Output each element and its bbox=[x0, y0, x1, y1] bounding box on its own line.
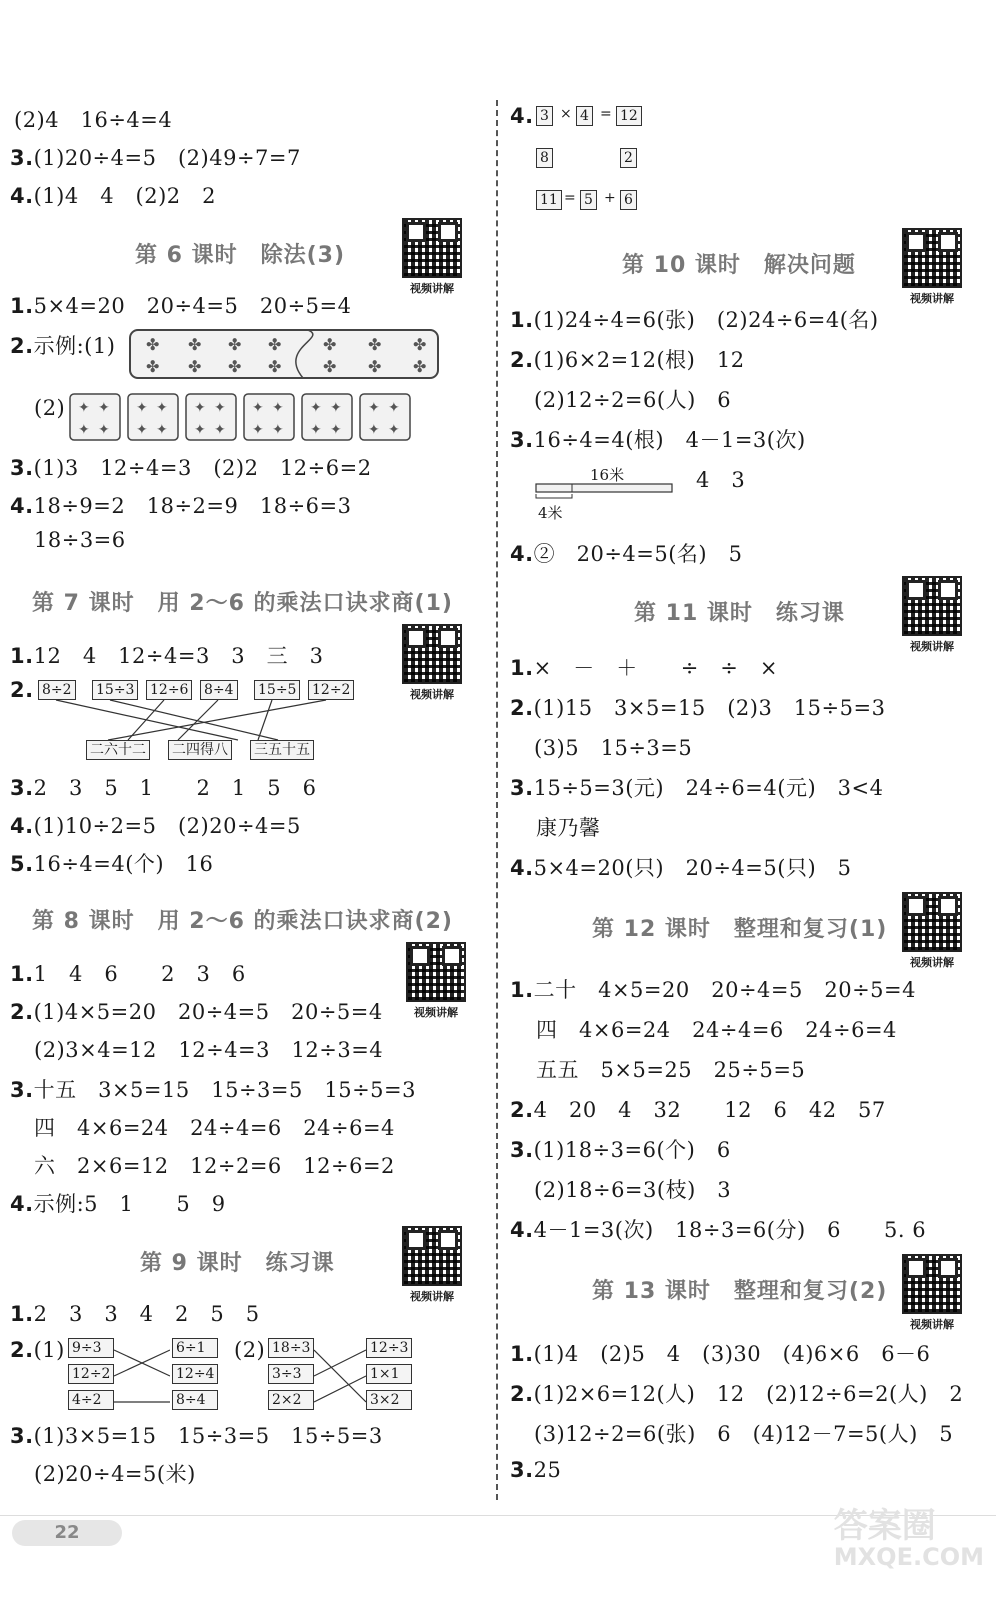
lesson-10-title: 第 10 课时 解决问题 bbox=[622, 253, 856, 278]
lesson-6-title: 第 6 课时 除法(3) bbox=[135, 243, 346, 268]
match-box: 15÷5 bbox=[254, 680, 300, 700]
qr-code[interactable] bbox=[402, 218, 462, 296]
matching-lines bbox=[38, 698, 358, 742]
match-2-lines bbox=[314, 1340, 366, 1412]
answer-line: (2)12÷2=6(人) 6 bbox=[534, 388, 732, 412]
qr-code-icon bbox=[402, 624, 462, 684]
qr-label: 视频讲解 bbox=[414, 1006, 458, 1019]
grid-cell: 6 bbox=[620, 190, 637, 210]
answer-line: 1.12 4 12÷4=3 3 三 3 bbox=[10, 644, 324, 668]
svg-text:✤: ✤ bbox=[146, 335, 160, 354]
answer-line: 4.5×4=20(只) 20÷4=5(只) 5 bbox=[510, 856, 852, 880]
svg-text:✦: ✦ bbox=[136, 400, 148, 416]
answer-line: 3.(1)3×5=15 15÷3=5 15÷5=3 bbox=[10, 1424, 383, 1448]
qr-label: 视频讲解 bbox=[910, 292, 954, 305]
match-box: 2×2 bbox=[268, 1390, 314, 1410]
grid-cell: 3 bbox=[536, 106, 553, 126]
qr-label: 视频讲解 bbox=[910, 640, 954, 653]
match-box: 9÷3 bbox=[68, 1338, 114, 1358]
answer-line: 3.2 3 5 1 2 1 5 6 bbox=[10, 776, 317, 800]
svg-text:✤: ✤ bbox=[323, 357, 337, 376]
match-box: 8÷4 bbox=[172, 1390, 218, 1410]
watermark-text: 答案圈 bbox=[833, 1506, 936, 1546]
segment-answers: 4 3 bbox=[696, 468, 746, 492]
lesson-7-title: 第 7 课时 用 2～6 的乘法口诀求商(1) bbox=[32, 591, 453, 616]
number-grid-puzzle bbox=[536, 106, 656, 216]
match-box: 二四得八 bbox=[168, 740, 232, 760]
answer-line: 1.二十 4×5=20 20÷4=5 20÷5=4 bbox=[510, 978, 916, 1002]
lesson-12-title: 第 12 课时 整理和复习(1) bbox=[592, 917, 888, 942]
match-box: 8÷4 bbox=[200, 680, 238, 700]
qr-code-icon bbox=[902, 1254, 962, 1314]
svg-text:✦: ✦ bbox=[194, 400, 206, 416]
answer-line: 1.5×4=20 20÷4=5 20÷5=4 bbox=[10, 294, 352, 318]
svg-text:✦: ✦ bbox=[156, 422, 168, 438]
page-number: 22 bbox=[12, 1520, 122, 1546]
answer-line: 3.15÷5=3(元) 24÷6=4(元) 3<4 bbox=[510, 776, 884, 800]
lesson-8-title: 第 8 课时 用 2～6 的乘法口诀求商(2) bbox=[32, 909, 453, 934]
svg-text:✦: ✦ bbox=[136, 422, 148, 438]
answer-line: 4.(1)10÷2=5 (2)20÷4=5 bbox=[10, 814, 301, 838]
svg-text:✦: ✦ bbox=[368, 400, 380, 416]
match-box: 1×1 bbox=[366, 1364, 412, 1384]
answer-line: 康乃馨 bbox=[536, 816, 601, 840]
svg-text:✦: ✦ bbox=[252, 400, 264, 416]
qr-code[interactable] bbox=[402, 624, 462, 702]
answer-line: (3)5 15÷3=5 bbox=[534, 736, 693, 760]
lesson-11-title: 第 11 课时 练习课 bbox=[634, 601, 845, 626]
answer-line: (2)4 16÷4=4 bbox=[14, 108, 173, 132]
answer-line: 1.× － ＋ ÷ ÷ × bbox=[510, 656, 778, 680]
svg-text:✦: ✦ bbox=[214, 400, 226, 416]
svg-text:✤: ✤ bbox=[323, 335, 337, 354]
svg-text:✤: ✤ bbox=[268, 335, 282, 354]
cactus-grouping-figure bbox=[128, 328, 440, 380]
grid-cell: 4 bbox=[576, 106, 593, 126]
svg-text:✦: ✦ bbox=[272, 422, 284, 438]
qr-label: 视频讲解 bbox=[410, 282, 454, 295]
svg-text:✤: ✤ bbox=[146, 357, 160, 376]
svg-text:✦: ✦ bbox=[214, 422, 226, 438]
svg-text:✦: ✦ bbox=[156, 400, 168, 416]
svg-text:✦: ✦ bbox=[98, 422, 110, 438]
answer-line: 2.(1)2×6=12(人) 12 (2)12÷6=2(人) 2 bbox=[510, 1382, 964, 1406]
segment-diagram bbox=[534, 480, 676, 502]
answer-line: 2.(1)4×5=20 20÷4=5 20÷5=4 bbox=[10, 1000, 383, 1024]
qr-label: 视频讲解 bbox=[910, 1318, 954, 1331]
grid-op: × bbox=[560, 106, 572, 122]
answer-line: 3.十五 3×5=15 15÷3=5 15÷5=3 bbox=[10, 1078, 416, 1102]
grid-op: = bbox=[600, 106, 612, 122]
answer-line: 4.18÷9=2 18÷2=9 18÷6=3 bbox=[10, 494, 352, 518]
answer-line: 2. bbox=[10, 678, 34, 702]
match-box: 12÷2 bbox=[308, 680, 354, 700]
watermark bbox=[834, 1508, 984, 1570]
watermark-url: MXQE.COM bbox=[833, 1543, 984, 1571]
svg-text:✤: ✤ bbox=[413, 335, 427, 354]
svg-text:✦: ✦ bbox=[368, 422, 380, 438]
answer-line: 五五 5×5=25 25÷5=5 bbox=[536, 1058, 806, 1082]
qr-code[interactable] bbox=[902, 576, 962, 654]
grid-cell: 12 bbox=[616, 106, 642, 126]
answer-line: 3.(1)3 12÷4=3 (2)2 12÷6=2 bbox=[10, 456, 372, 480]
svg-text:✤: ✤ bbox=[413, 357, 427, 376]
svg-text:✤: ✤ bbox=[188, 357, 202, 376]
answer-line: 4.(1)4 4 (2)2 2 bbox=[10, 184, 217, 208]
qr-code[interactable] bbox=[402, 1226, 462, 1304]
answer-line: 2.示例:(1) bbox=[10, 334, 116, 358]
match-box: 二六十二 bbox=[86, 740, 150, 760]
answer-line: 2.4 20 4 32 12 6 42 57 bbox=[510, 1098, 886, 1122]
svg-text:✦: ✦ bbox=[78, 400, 90, 416]
match-box: 12÷3 bbox=[366, 1338, 412, 1358]
svg-text:✦: ✦ bbox=[78, 422, 90, 438]
answer-line: (3)12÷2=6(张) 6 (4)12－7=5(人) 5 bbox=[534, 1422, 954, 1446]
answer-line: 1.1 4 6 2 3 6 bbox=[10, 962, 246, 986]
match-box: 12÷2 bbox=[68, 1364, 114, 1384]
svg-text:✤: ✤ bbox=[368, 357, 382, 376]
answer-line: (2)3×4=12 12÷4=3 12÷3=4 bbox=[34, 1038, 384, 1062]
grid-cell: 11 bbox=[536, 190, 562, 210]
qr-code-icon bbox=[402, 218, 462, 278]
svg-text:✦: ✦ bbox=[98, 400, 110, 416]
answer-line: 18÷3=6 bbox=[34, 528, 126, 552]
match-box: 15÷3 bbox=[92, 680, 138, 700]
grid-op: = bbox=[564, 190, 576, 206]
qr-code-icon bbox=[902, 228, 962, 288]
svg-text:✤: ✤ bbox=[368, 335, 382, 354]
answer-line: 2.(1)15 3×5=15 (2)3 15÷5=3 bbox=[510, 696, 886, 720]
answer-line: 3.16÷4=4(根) 4－1=3(次) bbox=[510, 428, 806, 452]
answer-line: (2) bbox=[34, 396, 66, 420]
answer-line: 2.(1)6×2=12(根) 12 bbox=[510, 348, 745, 372]
qr-code[interactable] bbox=[902, 1254, 962, 1332]
column-divider bbox=[496, 100, 498, 1500]
qr-code-icon bbox=[406, 942, 466, 1002]
lesson-9-title: 第 9 课时 练习课 bbox=[140, 1251, 335, 1276]
svg-text:✦: ✦ bbox=[388, 400, 400, 416]
grid-cell: 8 bbox=[536, 148, 553, 168]
answer-line: 四 4×6=24 24÷4=6 24÷6=4 bbox=[536, 1018, 897, 1042]
answer-line: 3.(1)20÷4=5 (2)49÷7=7 bbox=[10, 146, 301, 170]
match-box: 3÷3 bbox=[268, 1364, 314, 1384]
match-box: 12÷6 bbox=[146, 680, 192, 700]
answer-line: (2)20÷4=5(米) bbox=[34, 1462, 196, 1486]
answer-line: 4.4－1=3(次) 18÷3=6(分) 6 5. 6 bbox=[510, 1218, 927, 1242]
answer-line: 1.(1)4 (2)5 4 (3)30 (4)6×6 6－6 bbox=[510, 1342, 931, 1366]
qr-code-icon bbox=[402, 1226, 462, 1286]
segment-total-label: 16米 bbox=[590, 466, 625, 484]
grid-op: + bbox=[604, 190, 616, 206]
match-box: 4÷2 bbox=[68, 1390, 114, 1410]
svg-text:✦: ✦ bbox=[330, 400, 342, 416]
segment-part-label: 4米 bbox=[538, 504, 563, 522]
match-box: 6÷1 bbox=[172, 1338, 218, 1358]
svg-text:✦: ✦ bbox=[310, 400, 322, 416]
bird-grouping-figure bbox=[68, 392, 438, 442]
match-box: 3×2 bbox=[366, 1390, 412, 1410]
match-box: 18÷3 bbox=[268, 1338, 314, 1358]
qr-code-icon bbox=[902, 892, 962, 952]
match-1-lines bbox=[114, 1340, 170, 1412]
svg-text:✤: ✤ bbox=[228, 357, 242, 376]
answer-line: (2)18÷6=3(枝) 3 bbox=[534, 1178, 732, 1202]
svg-text:✦: ✦ bbox=[310, 422, 322, 438]
answer-line: 4.示例:5 1 5 9 bbox=[10, 1192, 226, 1216]
match-box: 8÷2 bbox=[38, 680, 76, 700]
svg-text:✤: ✤ bbox=[268, 357, 282, 376]
match-box: 三五十五 bbox=[250, 740, 314, 760]
svg-text:✦: ✦ bbox=[194, 422, 206, 438]
svg-text:✤: ✤ bbox=[228, 335, 242, 354]
answer-line: 4.② 20÷4=5(名) 5 bbox=[510, 542, 743, 566]
qr-code-icon bbox=[902, 576, 962, 636]
answer-line: 2.(1) bbox=[10, 1338, 65, 1362]
answer-line: 5.16÷4=4(个) 16 bbox=[10, 852, 214, 876]
svg-text:✦: ✦ bbox=[272, 400, 284, 416]
answer-line: 4. bbox=[510, 104, 534, 128]
answer-line: 1.(1)24÷4=6(张) (2)24÷6=4(名) bbox=[510, 308, 879, 332]
match-2-label: (2) bbox=[234, 1338, 266, 1362]
svg-text:✦: ✦ bbox=[252, 422, 264, 438]
qr-label: 视频讲解 bbox=[410, 1290, 454, 1303]
lesson-13-title: 第 13 课时 整理和复习(2) bbox=[592, 1279, 888, 1304]
qr-label: 视频讲解 bbox=[910, 956, 954, 969]
answer-line: 四 4×6=24 24÷4=6 24÷6=4 bbox=[34, 1116, 395, 1140]
match-box: 12÷4 bbox=[172, 1364, 218, 1384]
answer-line: 3.(1)18÷3=6(个) 6 bbox=[510, 1138, 731, 1162]
qr-code[interactable] bbox=[902, 892, 962, 970]
svg-text:✦: ✦ bbox=[388, 422, 400, 438]
grid-cell: 5 bbox=[580, 190, 597, 210]
grid-cell: 2 bbox=[620, 148, 637, 168]
qr-label: 视频讲解 bbox=[410, 688, 454, 701]
svg-text:✤: ✤ bbox=[188, 335, 202, 354]
answer-line: 3.25 bbox=[510, 1458, 562, 1482]
svg-text:✦: ✦ bbox=[330, 422, 342, 438]
answer-line: 六 2×6=12 12÷2=6 12÷6=2 bbox=[34, 1154, 395, 1178]
answer-line: 1.2 3 3 4 2 5 5 bbox=[10, 1302, 260, 1326]
qr-code[interactable] bbox=[406, 942, 466, 1020]
qr-code[interactable] bbox=[902, 228, 962, 306]
